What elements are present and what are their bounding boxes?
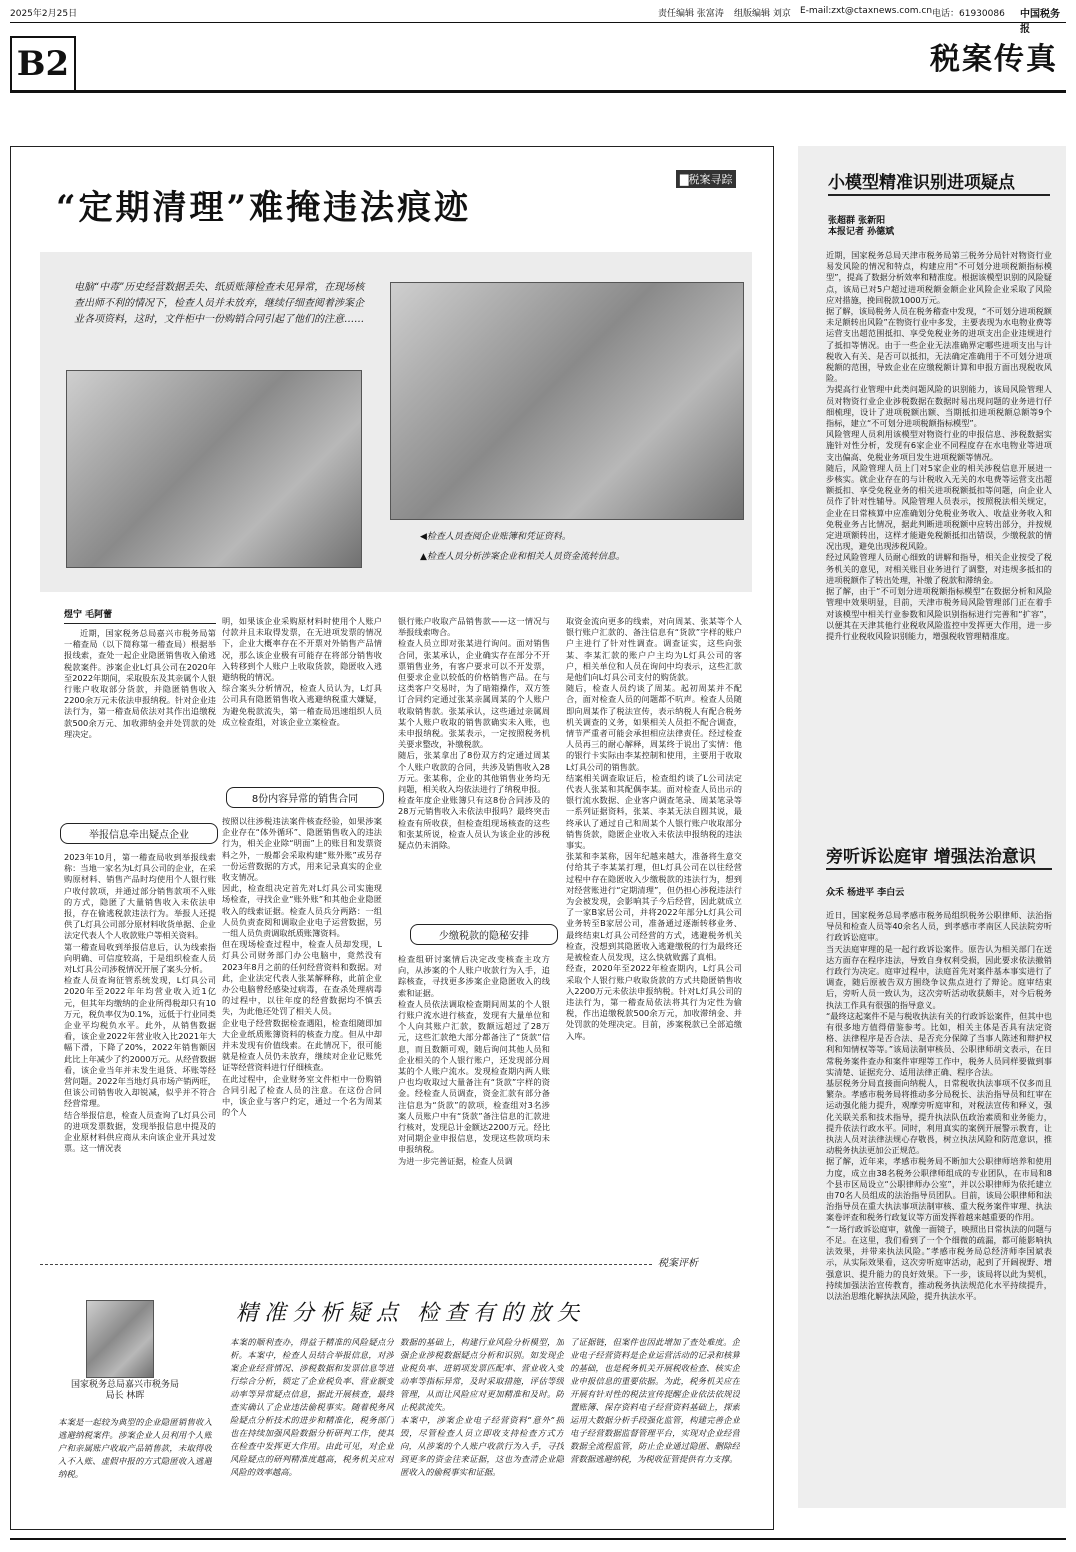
side-article1-byline: 张超群 张新阳 本报记者 孙德斌 — [828, 216, 895, 237]
col1-body: 2023年10月，第一稽查局收到举报线索称：当地一家名为L灯具公司的企业，在采购原材料、销售产品时均使用个人银行账户收付款项，并通过部分销售款项不入账的方式，隐匿了大量销售收入未依法申报，存在偷逃税款违法行为。举报人还提供了L灯具公司部分原材料收货单据、企业法定代表人个人收款账户等相关资料。 第一稽查局收到举报信息后，认为线索指向明确、可信度较高，于是组织检查人员对L灯具公司涉税情况开展了案头分析。 检查人员查询征管系统发现，L灯具公司2020年至2022年年均营业收入近1亿元，但其年均缴纳的企业所得税却只有10万元，税负率仅为0.1%，远低于行业同类企业平均税负水平。此外，从销售数据看，该企业2022年营业收入比2021年大幅下滑，下降了20%，2022年销售额因此比上年减少了约2000万元。从经营数据看，该企业当年并未发生退货、坏账等经营问题。2022年当地灯具市场产销两旺，但该公司销售收入却锐减，似乎并不符合经营常理。 结合举报信息，检查人员查询了L灯具公司的进项发票数据，发现举报信息中提及的企业原材料供应商从未向该企业开具过发票。这一情况表 — [64, 852, 216, 1154]
side-article1-title: 小模型精准识别进项疑点 — [828, 173, 1015, 193]
col1-lead: 近期，国家税务总局嘉兴市税务局第一稽查局（以下简称第一稽查局）根据举报线索，查处一起企业隐匿销售收入偷逃税款案件。涉案企业L灯具公司在2020年至2022年期间，采取股东及其亲属个人银行账户收取部分货款，并隐匿销售收入2200余万元未依法申报纳税。针对企业违法行为，第一稽查局依法对其作出追缴税款500余万元、加收滞纳金并处罚款的处理决定。 — [64, 628, 216, 739]
header-rule — [10, 22, 1066, 23]
side-article2-body: 近日，国家税务总局孝感市税务局组织税务公职律师、法治指导员和检查人员等40余名人员，到孝感市孝南区人民法院旁听行政诉讼庭审。 当天法庭审理的是一起行政诉讼案件。原告认为相关部门在送达方面存在程序违法，导致自身权利受损，因此要求依法撤销行政行为决定。庭审过程中，法庭首先对案件基本事实进行了调查，随后原被告双方围绕争议焦点进行了辩论。庭审结束后，旁听人员一致认为，这次旁听活动收获颇丰，对今后税务执法工作具有很强的指导意义。 “最终这起案件不是与税收执法有关的行政诉讼案件，但其中也有很多地方值得借鉴参考。比如，相关主体是否具有法定资格、法律程序是否合法、是否充分保障了当事人陈述和辩护权利和知情权等等。”该局法制审核员、公职律师胡文表示，在日常税务案件查办和案件审理等工作中，税务人员同样要做到事实清楚、证据充分、适用法律正确、程序合法。 基层税务分局直接面向纳税人，日常税收执法事项不仅多而且繁杂。孝感市税务局将推动多分局税长、法治指导员和红审在运动强化能力提升，观摩旁听庭审和，对税法宣传和释义，强化关联关系和技术指导，提升执法队伍政治素质和业务能力，提升依法行政水平。同时，利用真实的案例开展警示教育，让执法人员对法律法规心存敬畏，树立执法风险和防范意识，推动税务执法更加公正规范。 据了解，近年来，孝感市税务局不断加大公职律师培养和使用力度，成立由38名税务公职律师组成的专业团队，在市局和8个县市区局设立“公职律师办公室”，并以公职律师为依托建立由70名人员组成的法治指导员团队。目前，该局公职律师和法治指导员在重大执法事项法制审核、重大税务案件审理、执法案卷评查和税务行政复议等方面发挥着越来越重要的作用。 “一场行政诉讼庭审，就像一面镜子，映照出日常执法的问题与不足。在这里，我们看到了一个个细微的疏漏，都可能影响执法效果，并带来执法风险。”孝感市税务局总经济师李国斌表示，从实际效果看，这次旁听庭审活动，起到了开阔视野、增强意识、提升能力的良好效果。下一步，该局将以此为契机，持续加强法治宣传教育，推动税务执法规范化水平持续提升，以法治思维化解执法风险，提升执法水平。 — [826, 910, 1052, 1301]
author-caption: 国家税务总局嘉兴市税务局局长 林晖 — [70, 1380, 179, 1401]
byline: 煜宁 毛阿蕾 — [64, 610, 113, 620]
col3-lead: 银行账户收取产品销售款——这一情况与举报线索吻合。 检查人员立即对张某进行询问。面对销售合同，张某承认，企业确实存在部分不开票销售业务，有客户要求可以不开发票，但要求企业以较低的价格销售产品。在与这类客户交易时，为了暗箱操作，双方签订合同约定通过张某亲属周某的个人账户收取销售款。张某承认，这些通过亲属周某个人账户收取的销售款确实未入账，也未申报纳税。张某表示，一定按照税务机关要求整改，补缴税款。 随后，张某拿出了8份双方约定通过周某个人账户收款的合同，共涉及销售收入28万元。张某称，企业的其他销售业务均无问题，相关收入均依法进行了纳税申报。 检查年度企业账簿只有这8份合同涉及的28万元销售收入未依法申报吗？最终突击检查有所收获，但检查组现场核查的这些和张某所说，检查人员认为该企业的涉税疑点仍未消除。 — [398, 616, 550, 851]
editor-phone: 电话：61930086 — [932, 9, 1005, 19]
subhead-2: 8份内容异常的销售合同 — [226, 787, 384, 808]
side-article1-body: 近期，国家税务总局天津市税务局第三税务分局针对物资行业易发风险的情况和特点，构建应用“不可划分进项税额指标模型”，提高了数据分析效率和精准度。根据该模型识别的风险疑点，该局已对5户超过进项税额金额企业风险企业采取了风险应对措施，挽回税款1000万元。 据了解，该局税务人员在税务稽查中发现，“不可划分进项税额未足额转出风险”在物资行业中多发，主要表现为水电物业费等运营支出超范围抵扣、享受免税业务的进项支出企业违规进行了抵扣等情况。由于一些企业无法准确界定哪些进项支出与计税收入有关、是否可以抵扣，无法确定准确用于不可划分进项税额的范围，导致企业在应缴税额计算和申报方面出现税收风险。 为提高行业管理中此类问题风险的识别能力，该局风险管理人员对物资行业企业涉税数据在数据时易出现问题的业务进行仔细梳理，设计了进项税额出额、当期抵扣进项税额总额等9个指标，建立“不可划分进项税额指标模型”。 风险管理人员利用该模型对物资行业的申报信息、涉税数据实施针对性分析，发现有6家企业不同程度存在水电物业等进项支出偏高、免税业务项目发生进项税额等情况。 随后，风险管理人员上门对5家企业的相关涉税信息开展进一步核实。就企业存在的与计税收入无关的水电费等运营支出超额抵扣、享受免税业务的相关进项税额抵扣等问题，向企业人员作了针对性辅导。风险管理人员表示，按照税法相关规定，企业在日常核算中应准确划分免税业务收入、收益业务收入和免税业务占比情况，据此判断进项税额中应转出部分，并按规定进项额转出，这样才能避免税额抵扣出错误，少缴税款的情况出现，避免出现涉税风险。 经过风险管理人员耐心细致的讲解和指导，相关企业按受了税务机关的意见，对相关账目业务进行了调整，对违规多抵扣的进项税额作了转出处理，补缴了税款和滞纳金。 据了解，由于“不可划分进项税额指标模型”在数据分析和风险管理中效果明显，目前，天津市税务局风险管理部门正在着手对该模型中相关行业参数和风险识别指标进行完善和“扩容”，以便其在天津其他行业税收风险监控中发挥更大作用，进一步提升行业税收风险识别能力，增强税收管理精准度。 — [826, 250, 1052, 641]
review-divider — [40, 1264, 652, 1265]
side-article2-byline: 众禾 杨进平 李白云 — [826, 888, 905, 898]
subhead-1: 举报信息牵出疑点企业 — [60, 823, 218, 844]
responsible-editor: 责任编辑 张富涛 — [658, 9, 724, 19]
subhead-3: 少缴税款的隐秘安排 — [410, 924, 558, 945]
page-header — [10, 6, 1066, 35]
layout-editor: 组版编辑 刘京 — [734, 9, 791, 19]
column-tag: ▇税案寻踪 — [676, 170, 736, 188]
main-headline: “定期清理”难掩违法痕迹 — [56, 188, 472, 228]
header-thick-rule — [10, 90, 1066, 93]
review-headline: 精准分析疑点 检查有的放矢 — [236, 1301, 585, 1326]
side-article1-rule — [828, 194, 1050, 196]
byline-rule — [64, 623, 216, 624]
author-portrait — [86, 1300, 154, 1378]
col3-body: 检查组研讨案情后决定改变核查主攻方向，从涉案的个人账户收款行为入手，追踪核查，寻找更多涉案企业隐匿收入的线索和证据。 检查人员依法调取检查期间周某的个人银行账户流水进行核查，发现有大量单位和个人向其账户汇款，数额远超过了28万元，这些汇款绝大部分都备注了“货款”信息，而且数额可观，随后询问其他人员和企业相关的个人银行账户，还发现部分周某的个人账户流水。发现检查期内两人账户也均收取过大量备注有“货款”字样的资金。经检查人员调查，资金汇款有部分备注信息为“货款”的款项，检查组对3名涉案人员账户中有“货款”备注信息的汇款进行核对，发现总计金额达2200万元。经比对同期企业申报信息，发现这些款项均未申报纳税。 为进一步完善证据，检查人员调 — [398, 954, 550, 1166]
newspaper-name: 中国税务报 — [1020, 9, 1060, 35]
review-tag: 税案评析 — [658, 1258, 698, 1269]
photo-inspectors-analysis — [390, 282, 744, 520]
col2-lead: 明，如果该企业采购原材料时使用个人账户付款并且未取得发票，在无进项发票的情况下，企业大概率存在不开票对外销售产品情况，那么该企业极有可能存在将部分销售收入转移到个人账户上收取货款，隐匿收入逃避纳税的情况。 综合案头分析情况，检查人员认为，L灯具公司具有隐匿销售收入逃避纳税重大嫌疑，为避免税款流失，第一稽查局迅速组织人员成立检查组，对该企业立案检查。 — [222, 616, 382, 727]
col2-body: 按照以往涉税违法案件核查经验，如果涉案企业存在“体外循环”、隐匿销售收入的违法行为，相关企业除“明面”上的账目和发票资料之外，一般都会采取构建“账外账”或另存一份运营数据的方式，用来记录真实的企业收支情况。 因此，检查组决定首先对L灯具公司实施现场检查，寻找企业“账外账”和其他企业隐匿收入的线索证据。检查人员兵分两路：一组人员负责查阅和调取企业电子运营数据，另一组人员负责调取纸质账簿资料。 但在现场检查过程中，检查人员却发现，L灯具公司财务部门办公电脑中，竟然没有2023年8月之前的任何经营资料和数据。对此，企业法定代表人张某解释称，此前企业办公电脑曾经感染过病毒，在查杀处理病毒的过程中，以往年度的经营数据均不慎丢失，为此他还处罚了相关人员。 企业电子经营数据检查遇阻，检查组随即加大企业纸质账簿资料的核查力度。但从中却并未发现有价值线索。在此情况下，很可能就是检查人员仍未放弃，继续对企业记账凭证等经营资料进行仔细核查。 在此过程中，企业财务室文件柜中一份购销合同引起了检查人员的注意。在这份合同中，该企业与客户约定，通过一个名为周某的个人 — [222, 816, 382, 1118]
photo-caption-1: ◀检查人员查阅企业账簿和凭证资料。 — [420, 532, 571, 542]
issue-date: 2025年2月25日 — [10, 9, 78, 19]
footer-rule — [10, 1538, 1066, 1540]
side-article2-rule — [826, 868, 1052, 870]
col4-body: 取资金流向更多的线索，对向周某、张某等个人银行账户汇款的、备注信息有“货款”字样的账户户主进行了针对性调查。调查证实，这些向张某、李某汇款的账户户主均为L灯具公司的客户，相关单位和人员在询问中均表示，这些汇款是他们向L灯具公司支付的购货款。 随后，检查人员约谈了周某。起初周某并不配合，面对检查人员的问题都不吭声。检查人员随即向周某作了税法宣传，表示纳税人有配合税务机关调查的义务，如果相关人员拒不配合调查，情节严重者可能会承担相应法律责任。经过检查人员再三的耐心解释，周某终于说出了实情：他的银行卡实际由李某控制和使用，主要用于收取L灯具公司的销售款。 结案相关调查取证后，检查组约谈了L公司法定代表人张某和其配偶李某。面对检查人员出示的银行流水数据、企业客户调查笔录、周某笔录等一系列证据资料，张某、李某无法自圆其说，最终承认了通过自己和周某个人银行账户收取部分销售货款，隐匿企业收入未依法申报纳税的违法事实。 张某和李某称，因年纪越来越大，准备将生意交付给其子李某某打理，但L灯具公司在以往经营过程中存在隐匿收入少缴税款的违法行为，想到对经营账进行“定期清理”，但仍担心涉税违法行为会被发现，会影响其子今后经营，因此就成立了一家B家居公司，并将2022年部分L灯具公司业务转至B家居公司，准备通过逐渐转移业务、最终结束L灯具公司经营的方式，逃避税务机关检查，没想到其隐匿收入逃避缴税的行为最终还是被检查人员发现，这么快就败露了真相。 经查，2020年至2022年检查期内，L灯具公司采取个人银行账户收取货款的方式共隐匿销售收入2200万元未依法申报纳税。针对L灯具公司的违法行为，第一稽查局依法将其行为定性为偷税，作出追缴税款500余万元，加收滞纳金、并处罚款的处理决定。目前，涉案税款已全部追缴入库。 — [566, 616, 742, 1041]
editor-email: E-mail:zxt@ctaxnews.com.cn — [800, 6, 933, 16]
review-col3: 了证据链，但案件也因此增加了查处难度。企业电子经营资料是企业运营活动的记录和核算的基础，也是税务机关开展税收检查、核实企业申报信息的重要依据。为此，税务机关应在开展有针对性的税法宣传提醒企业依法依规设置账簿、保存资料电子经营资料基础上，探索运用大数据分析手段强化监管，构建完善企业电子经营数据监督管理平台，实现对企业经营数据全流程监管，防止企业通过隐匿、删除经营数据逃避纳税，为税收征管提供有力支撑。 — [570, 1337, 740, 1464]
photo-inspectors-reviewing — [66, 370, 362, 568]
section-title: 税案传真 — [930, 42, 1058, 77]
page-number: B2 — [10, 36, 76, 92]
side-article2-title: 旁听诉讼庭审 增强法治意识 — [826, 847, 1036, 867]
review-col2: 数据的基础上，构建行业风险分析模型，加强企业涉税数据疑点分析和识别。如发现企业税负率、进销项发票匹配率、营业收入变动率等指标异常，及时采取措施，评估等级管理，从而让风险应对更加精准和及时。防止税款流失。 本案中，涉案企业电子经营资料“意外”损毁，尽管检查人员立即收支持检查方式方向，从涉案的个人账户收款行为入手，寻找到更多的资金往来证据，这也为查清企业隐匿收入的偷税事实和证据。 — [400, 1337, 564, 1477]
review-lead: 本案是一起较为典型的企业隐匿销售收入逃避纳税案件。涉案企业人员利用个人账户和亲属账户收取产品销售款，未取得收入不入账、虚假申报的方式隐匿收入逃避纳税。 — [58, 1417, 212, 1479]
photo-caption-2: ▲检查人员分析涉案企业和相关人员资金流转信息。 — [420, 552, 625, 562]
intro-text: 电脑“中毒”历史经营数据丢失、纸质账簿检查未见异常，在现场核查出师不利的情况下，检查人员并未放弃，继续仔细查阅着涉案企业各项资料，这时，文件柜中一份购销合同引起了他们的注意…… — [74, 282, 365, 325]
review-col1: 本案的顺利查办，得益于精准的风险疑点分析。本案中，检查人员结合举报信息，对涉案企业经营情况、涉税数据和发票信息等进行综合分析，锁定了企业税负率、营业额变动率等异常疑点信息，据此开展核查，最终查实确认了企业违法偷税事实。随着税务风险疑点分析技术的进步和精准化，税务部门也在持续加强风险数据分析研判工作，使其在检查中发挥更大作用。由此可见，对企业风险疑点的研判精准度越高，税务机关应对风险的效率越高。 — [230, 1337, 394, 1477]
